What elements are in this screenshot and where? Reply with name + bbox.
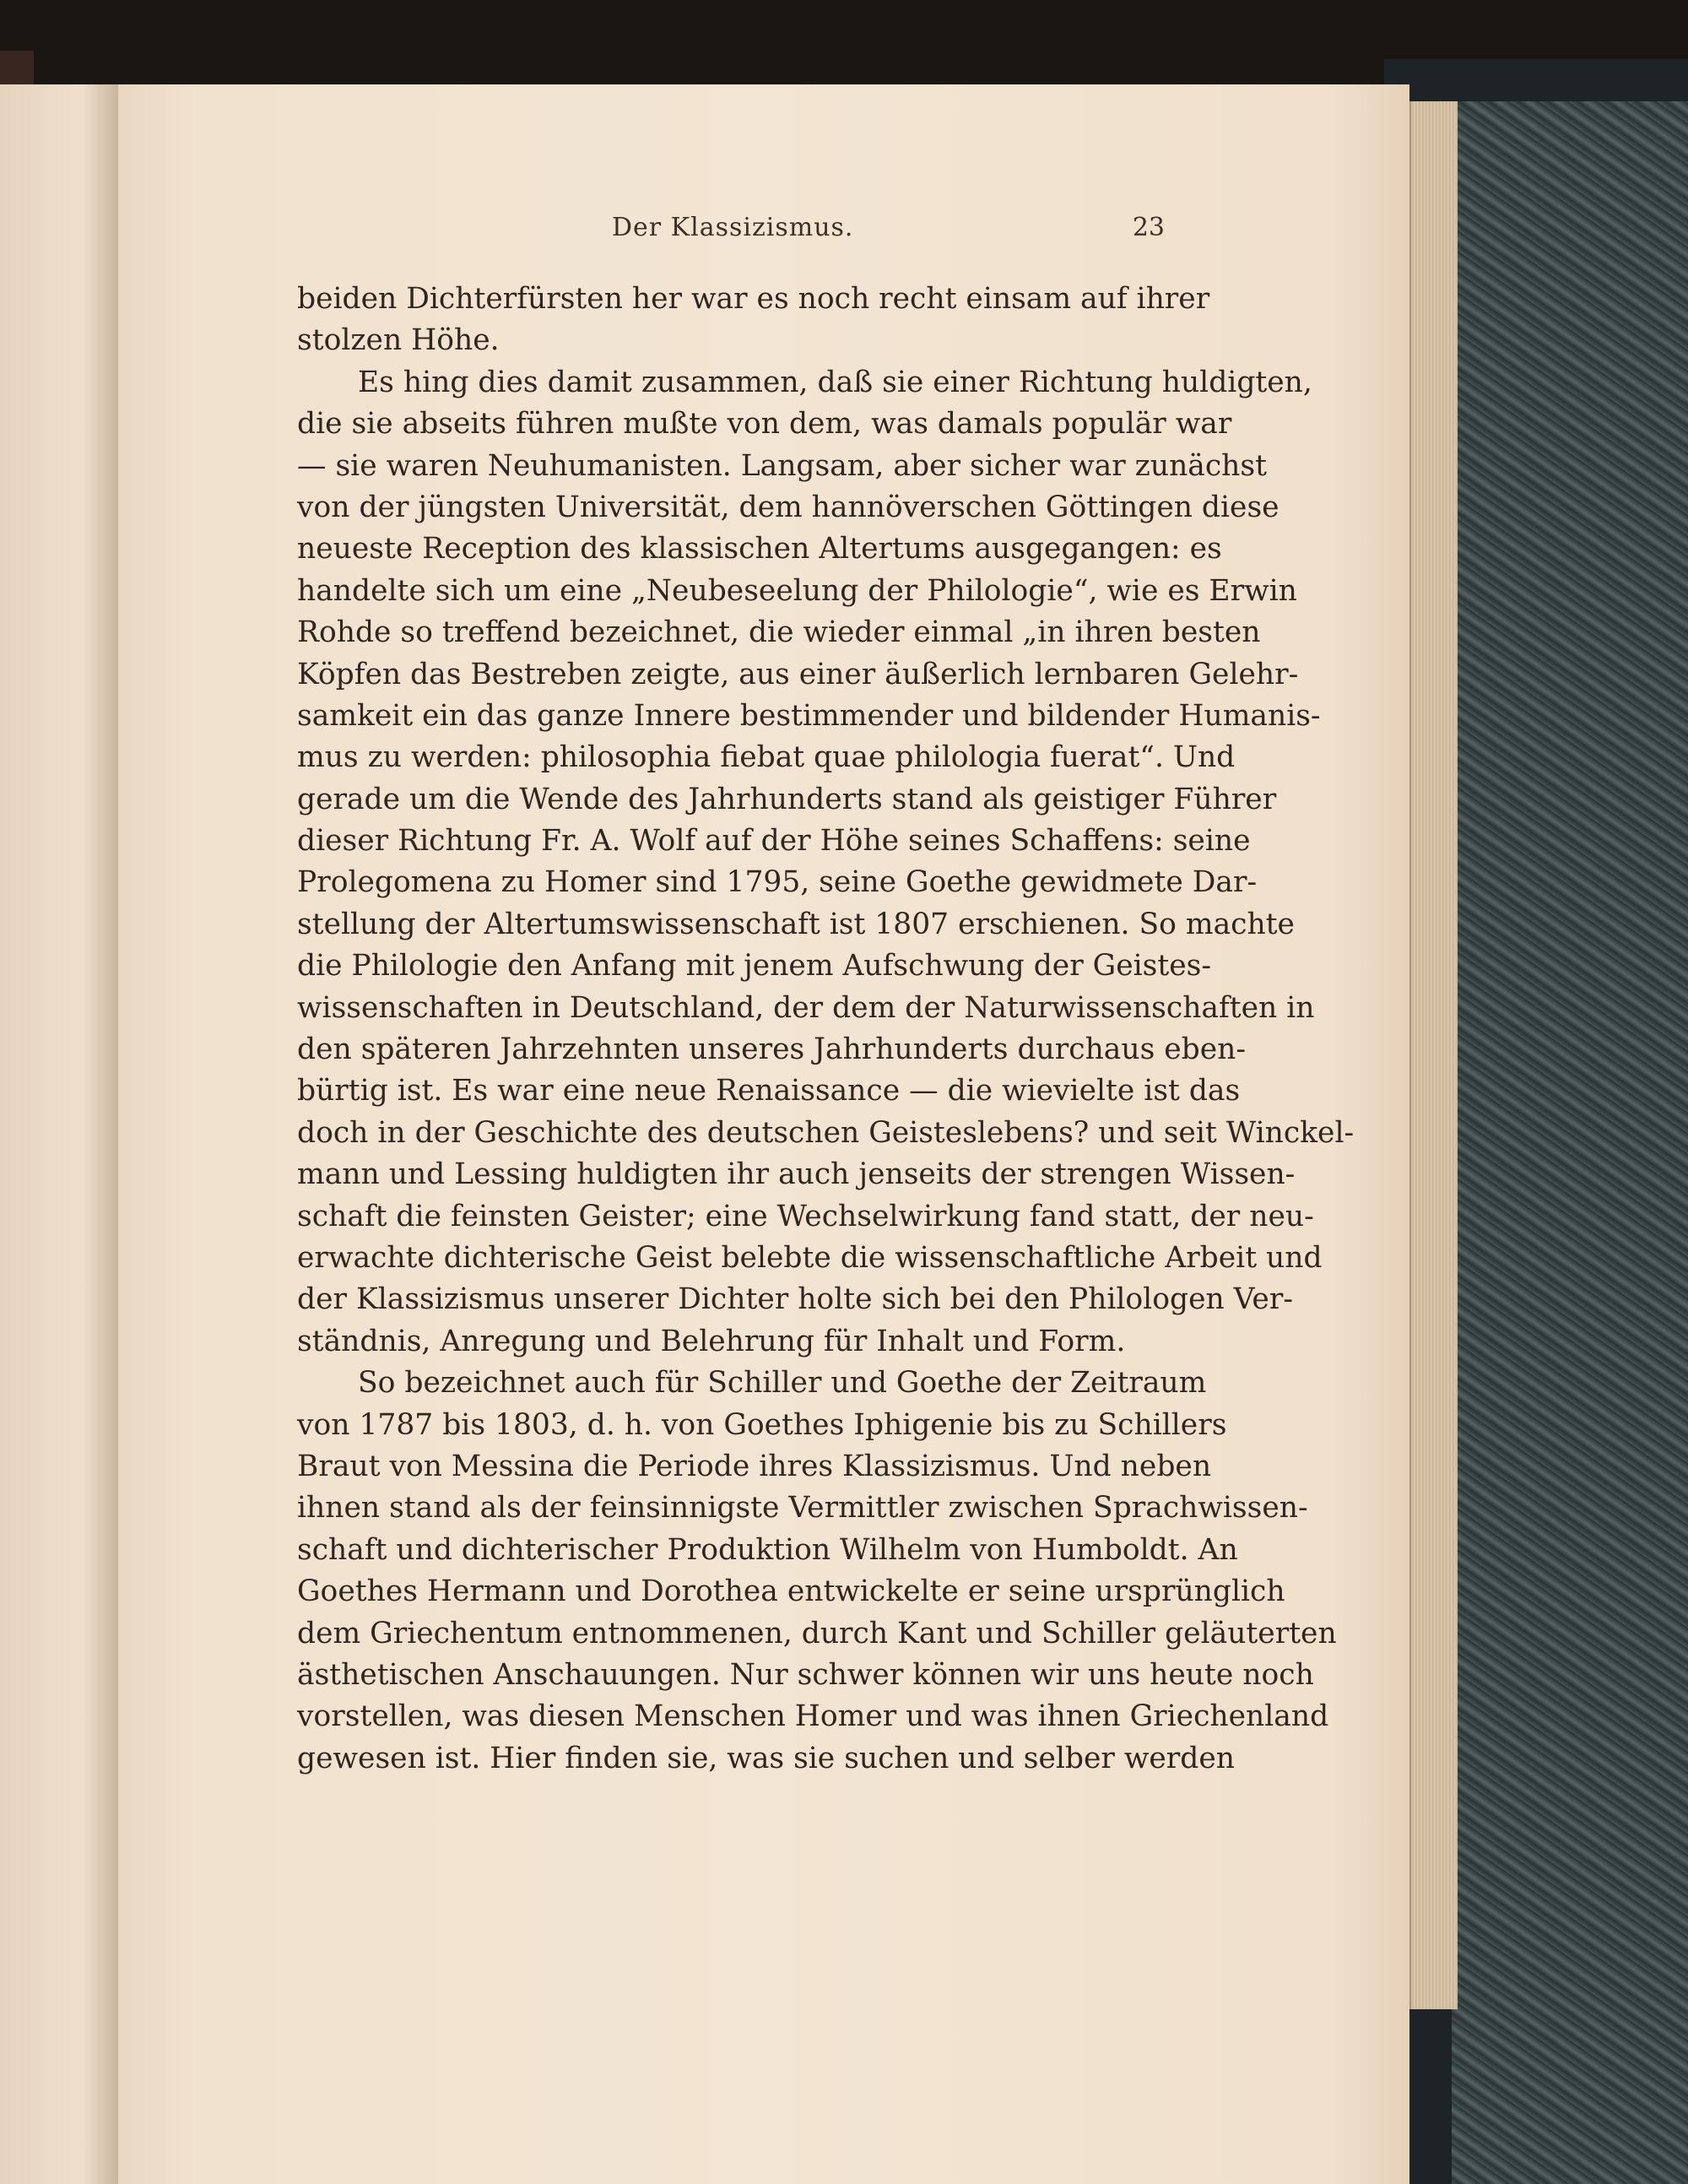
text-line: schaft die feinsten Geister; eine Wechselwirkung fand statt, der neu-	[297, 1199, 1314, 1233]
page-number: 23	[1132, 213, 1165, 242]
text-line: Goethes Hermann und Dorothea entwickelte er seine ursprünglich	[297, 1574, 1285, 1609]
text-line: neueste Reception des klassischen Altertums ausgegangen: es	[297, 532, 1222, 566]
text-line: dieser Richtung Fr. A. Wolf auf der Höhe seines Schaffens: seine	[297, 824, 1251, 859]
text-line: die Philologie den Anfang mit jenem Aufschwung der Geistes-	[297, 949, 1212, 984]
text-line: erwachte dichterische Geist belebte die wissenschaftliche Arbeit und	[297, 1240, 1323, 1275]
text-line: stellung der Altertumswissenschaft ist 1807 erschienen. So machte	[297, 907, 1295, 941]
text-line: So bezeichnet auch für Schiller und Goethe der Zeitraum	[358, 1366, 1207, 1401]
text-line: ihnen stand als der feinsinnigste Vermittler zwischen Sprachwissen-	[297, 1491, 1308, 1526]
text-line: die sie abseits führen mußte von dem, was damals populär war	[297, 407, 1232, 442]
text-line: ständnis, Anregung und Belehrung für Inhalt und Form.	[297, 1324, 1126, 1358]
body-text	[297, 279, 1355, 1780]
running-title: Der Klassizismus.	[612, 213, 854, 242]
text-line: Rohde so treffend bezeichnet, die wieder einmal „in ihren besten	[297, 615, 1261, 650]
text-line: von 1787 bis 1803, d. h. von Goethes Iphigenie bis zu Schillers	[297, 1407, 1227, 1442]
page-edges	[1409, 101, 1458, 2009]
text-line: beiden Dichterfürsten her war es noch recht einsam auf ihrer	[297, 282, 1210, 316]
running-head	[295, 213, 1165, 247]
text-line: Es hing dies damit zusammen, daß sie einer Richtung huldigten,	[358, 365, 1312, 399]
text-line: mus zu werden: philosophia fiebat quae philologia fuerat“. Und	[297, 740, 1236, 775]
text-line: gewesen ist. Hier finden sie, was sie suchen und selber werden	[297, 1741, 1236, 1775]
text-line: Köpfen das Bestreben zeigte, aus einer äußerlich lernbaren Gelehr-	[297, 657, 1299, 691]
text-line: mann und Lessing huldigten ihr auch jenseits der strengen Wissen-	[297, 1157, 1296, 1192]
text-line: ästhetischen Anschauungen. Nur schwer können wir uns heute noch	[297, 1657, 1314, 1692]
text-line: handelte sich um eine „Neubeseelung der Philologie“, wie es Erwin	[297, 573, 1297, 608]
text-line: Braut von Messina die Periode ihres Klassizismus. Und neben	[297, 1449, 1212, 1483]
text-line: gerade um die Wende des Jahrhunderts stand als geistiger Führer	[297, 782, 1277, 816]
marbled-board	[1452, 101, 1688, 2184]
facing-page-left	[0, 84, 118, 2184]
text-line: dem Griechentum entnommenen, durch Kant und Schiller geläuterten	[297, 1616, 1337, 1650]
text-line: von der jüngsten Universität, dem hannöverschen Göttingen diese	[297, 490, 1280, 524]
text-line: samkeit ein das ganze Innere bestimmender und bildender Humanis-	[297, 698, 1321, 733]
text-line: — sie waren Neuhumanisten. Langsam, aber sicher war zunächst	[297, 448, 1267, 483]
text-line: wissenschaften in Deutschland, der dem der Naturwissenschaften in	[297, 990, 1315, 1025]
text-line: doch in der Geschichte des deutschen Geisteslebens? und seit Winckel-	[297, 1115, 1355, 1150]
text-line: der Klassizismus unserer Dichter holte sich bei den Philologen Ver-	[297, 1282, 1293, 1317]
text-line: schaft und dichterischer Produktion Wilhelm von Humboldt. An	[297, 1532, 1238, 1567]
text-line: stolzen Höhe.	[297, 323, 500, 358]
text-line: bürtig ist. Es war eine neue Renaissance — die wievielte ist das	[297, 1074, 1241, 1108]
text-line: den späteren Jahrzehnten unseres Jahrhunderts durchaus eben-	[297, 1032, 1247, 1067]
text-line: Prolegomena zu Homer sind 1795, seine Goethe gewidmete Dar-	[297, 865, 1258, 900]
text-line: vorstellen, was diesen Menschen Homer und was ihnen Griechenland	[297, 1699, 1329, 1734]
